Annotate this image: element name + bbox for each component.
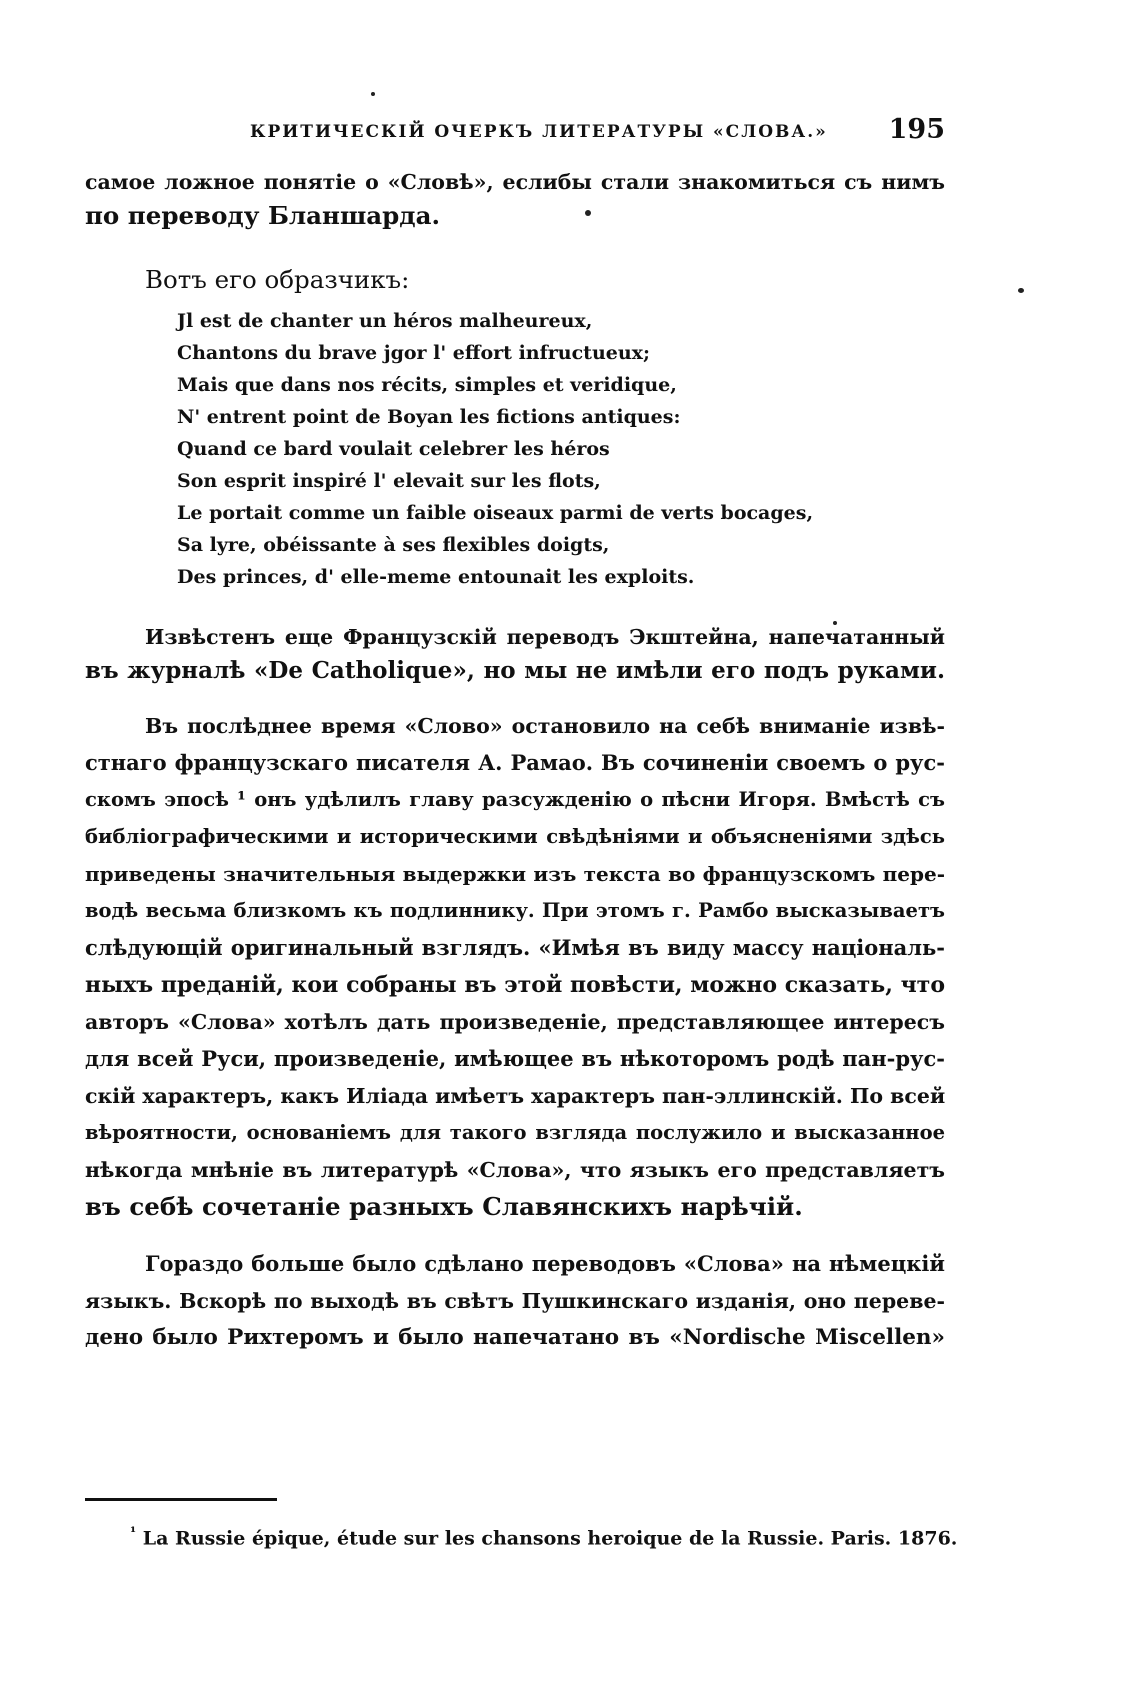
text-line: Въ послѣднее время «Слово» остановило на себѣ вниманіе извѣ- <box>145 714 945 738</box>
text-line: Гораздо больше было сдѣлано переводовъ «Слова» на нѣмецкій <box>145 1251 945 1276</box>
text-line: въ журналѣ «De Catholique», но мы не имѣли его подъ руками. <box>85 657 945 684</box>
scan-speck <box>1018 288 1024 293</box>
text-line: Извѣстенъ еще Французскій переводъ Экштейна, напечатанный <box>145 625 945 649</box>
verse-line: Son esprit inspiré l' elevait sur les flots, <box>177 470 601 492</box>
verse-line: Chantons du brave jgor l' effort infructueux; <box>177 342 650 364</box>
text-line: слѣдующій оригинальный взглядъ. «Имѣя въ виду массу національ- <box>85 935 945 960</box>
sample-heading: Вотъ его образчикъ: <box>145 265 410 294</box>
footnote-rule <box>85 1498 277 1501</box>
scan-speck <box>371 92 375 96</box>
text-line: въ себѣ сочетаніе разныхъ Славянскихъ нарѣчій. <box>85 1192 803 1221</box>
text-line: скій характеръ, какъ Иліада имѣетъ характеръ пан-эллинскій. По всей <box>85 1084 946 1108</box>
verse-line: Des princes, d' elle-meme entounait les exploits. <box>177 566 695 588</box>
text-line: библіографическими и историческими свѣдѣніями и объясненіями здѣсь <box>85 825 945 848</box>
text-line: водѣ весьма близкомъ къ подлиннику. При этомъ г. Рамбо высказываетъ <box>85 899 945 922</box>
text-line: для всей Руси, произведеніе, имѣющее въ нѣкоторомъ родѣ пан-рус- <box>85 1046 945 1071</box>
text-line: по переводу Бланшарда. <box>85 201 441 230</box>
text-line: стнаго французскаго писателя А. Рамао. Въ сочиненіи своемъ о рус- <box>85 750 945 775</box>
verse-line: N' entrent point de Boyan les fictions antiques: <box>177 406 681 428</box>
text-line: приведены значительныя выдержки изъ текста во французскомъ пере- <box>85 862 945 886</box>
verse-line: Sa lyre, obéissante à ses flexibles doigts, <box>177 534 610 556</box>
footnote <box>130 1525 957 1549</box>
verse-line: Jl est de chanter un héros malheureux, <box>177 310 593 332</box>
scan-speck <box>585 210 591 216</box>
text-line: дено было Рихтеромъ и было напечатано въ «Nordische Miscellen» <box>85 1325 945 1350</box>
verse-line: Le portait comme un faible oiseaux parmi de verts bocages, <box>177 502 814 524</box>
verse-line: Quand ce bard voulait celebrer les héros <box>177 438 610 460</box>
text-line: нѣкогда мнѣніе въ литературѣ «Слова», что языкъ его представляетъ <box>85 1158 945 1182</box>
verse-line: Mais que dans nos récits, simples et veridique, <box>177 374 677 396</box>
footnote-marker: ¹ <box>130 1525 137 1541</box>
footnote-text: La Russie épique, étude sur les chansons heroique de la Russie. Paris. 1876. <box>142 1527 958 1550</box>
text-line: языкъ. Вскорѣ по выходѣ въ свѣтъ Пушкинскаго изданія, оно переве- <box>85 1289 945 1313</box>
text-line: скомъ эпосѣ ¹ онъ удѣлилъ главу разсужденію о пѣсни Игоря. Вмѣстѣ съ <box>85 788 945 811</box>
text-line: ныхъ преданій, кои собраны въ этой повѣсти, можно сказать, что <box>85 972 945 998</box>
running-title: КРИТИЧЕСКІЙ ОЧЕРКЪ ЛИТЕРАТУРЫ «СЛОВА.» <box>250 122 828 142</box>
page-number: 195 <box>888 114 945 145</box>
scan-speck <box>833 621 837 625</box>
page-header <box>85 114 945 148</box>
text-line: самое ложное понятіе о «Словѣ», еслибы стали знакомиться съ нимъ <box>85 170 945 194</box>
text-line: вѣроятности, основаніемъ для такого взгляда послужило и высказанное <box>85 1121 945 1144</box>
text-line: авторъ «Слова» хотѣлъ дать произведеніе, представляющее интересъ <box>85 1010 945 1034</box>
